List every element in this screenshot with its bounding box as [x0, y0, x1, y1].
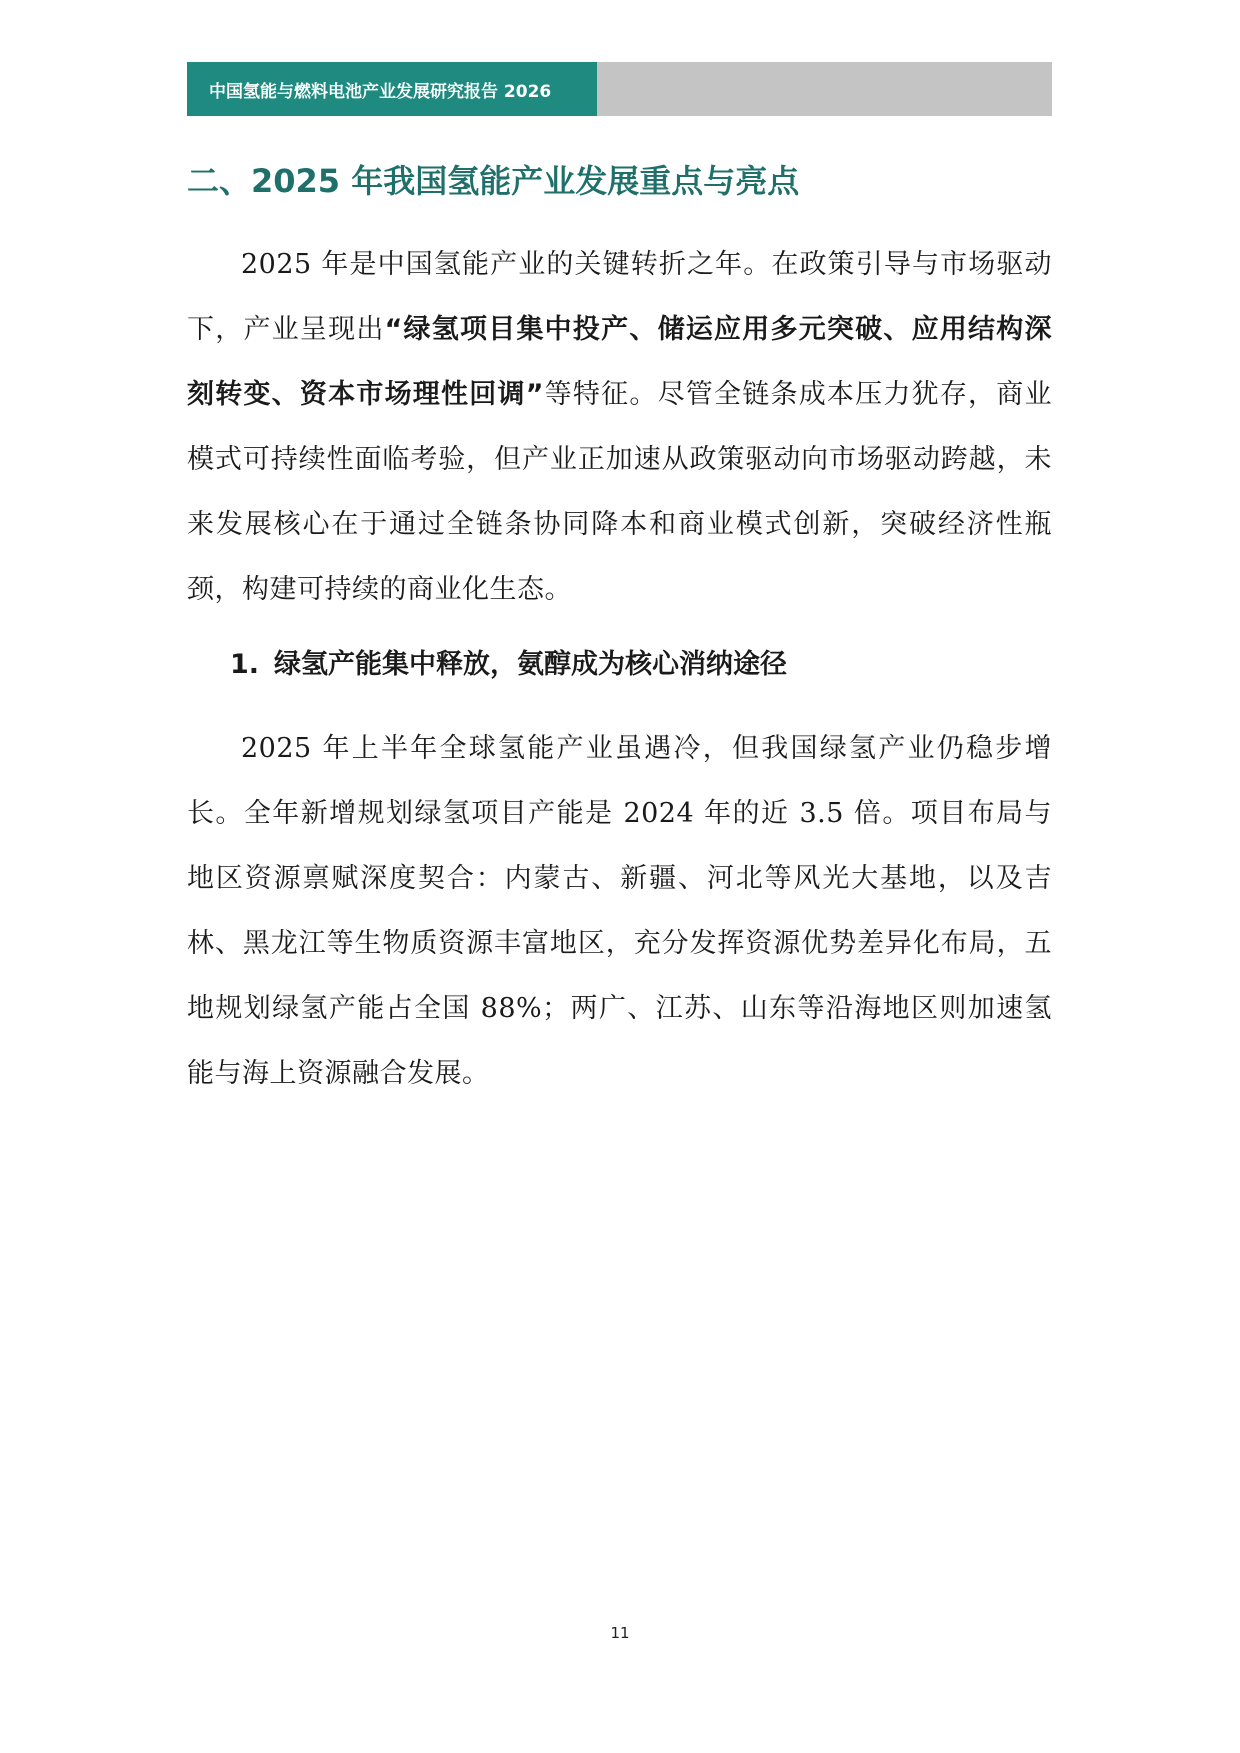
intro-text-part1: 2025 年是中国氢能产业的关键转折之年。在政策引导与市场驱动下，产业呈现出 — [187, 249, 1052, 345]
subsection-paragraph: 2025 年上半年全球氢能产业虽遇冷，但我国绿氢产业仍稳步增长。全年新增规划绿氢项目产能是 2024 年的近 3.5 倍。项目布局与地区资源禀赋深度契合：内蒙古、新疆、河北等风光大基地，以及吉林、黑龙江等生物质资源丰富地区，充分发挥资源优势差异化布局，五地规划绿氢产能占全国 88%；两广、江苏、山东等沿海地区则加速氢能与海上资源融合发展。 — [187, 733, 1052, 1089]
subsection-heading — [230, 645, 787, 685]
report-title: 中国氢能与燃料电池产业发展研究报告 2026 — [209, 81, 552, 102]
subsection-title: 绿氢产能集中释放，氨醇成为核心消纳途径 — [274, 649, 787, 680]
section-heading: 二、2025 年我国氢能产业发展重点与亮点 — [187, 162, 800, 200]
header-title-block — [187, 62, 597, 116]
header-gray-band — [597, 62, 1052, 116]
intro-text-part2: 等特征。尽管全链条成本压力犹存，商业模式可持续性面临考验，但产业正加速从政策驱动向市场驱动跨越，未来发展核心在于通过全链条协同降本和商业模式创新，突破经济性瓶颈，构建可持续的商业化生态。 — [187, 379, 1053, 605]
report-header-bar — [187, 62, 1052, 116]
page-number: 11 — [610, 1624, 630, 1642]
intro-paragraph — [187, 232, 1052, 622]
subsection-number: 1. — [230, 649, 260, 680]
intro-emphasis: “绿氢项目集中投产、储运应用多元突破、应用结构深刻转变、资本市场理性回调” — [187, 314, 1052, 410]
